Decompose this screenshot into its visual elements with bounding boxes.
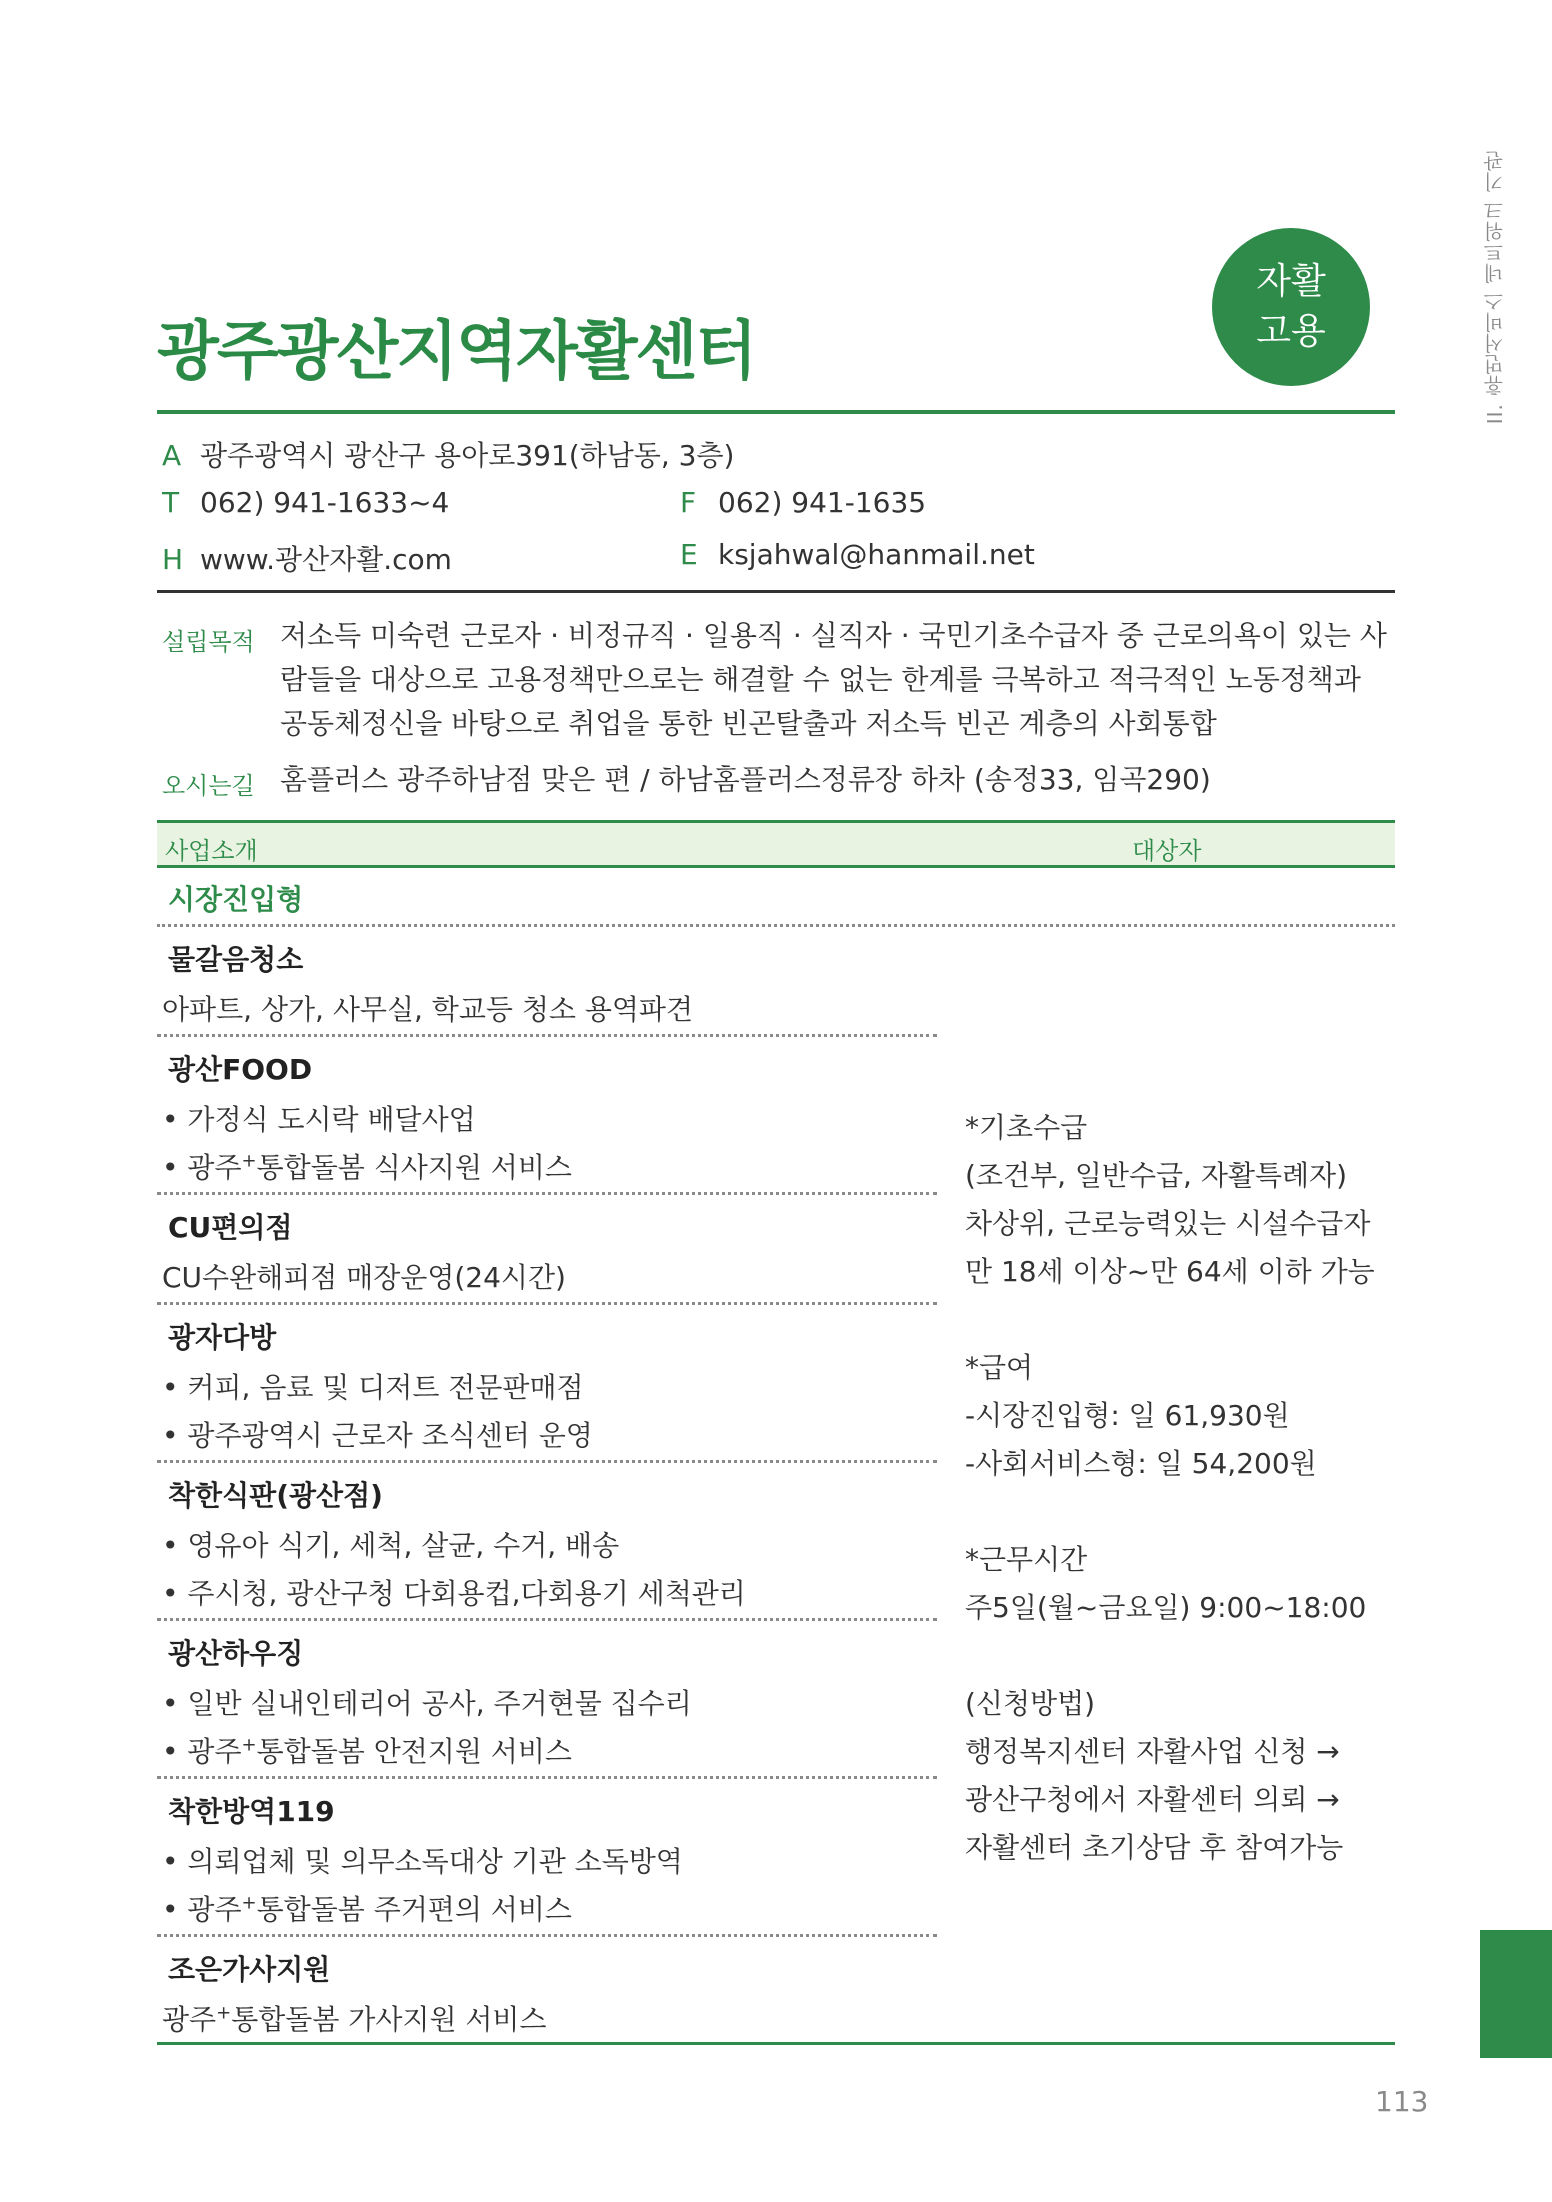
row-divider [157, 1776, 937, 1779]
row-divider [157, 1192, 937, 1195]
target-line: *근무시간 [965, 1543, 1088, 1576]
business-detail: 아파트, 상가, 사무실, 학교등 청소 용역파견 [162, 993, 694, 1026]
business-detail: • 주시청, 광산구청 다회용컵,다회용기 세척관리 [162, 1577, 746, 1610]
chapter-side-label: II. 휴먼서비스 네트워크 기관 [1483, 150, 1507, 425]
target-line: -사회서비스형: 일 54,200원 [965, 1447, 1317, 1480]
target-line: (조건부, 일반수급, 자활특례자) [965, 1159, 1348, 1192]
email-row [680, 538, 1035, 571]
target-line: 광산구청에서 자활센터 의뢰 → [965, 1783, 1340, 1816]
business-name: 광산하우징 [168, 1637, 304, 1670]
business-detail: • 일반 실내인테리어 공사, 주거현물 집수리 [162, 1687, 692, 1720]
row-divider [157, 1302, 937, 1305]
table-bottom-rule [157, 2042, 1395, 2045]
business-detail: • 커피, 음료 및 디저트 전문판매점 [162, 1371, 584, 1404]
business-name: 착한식판(광산점) [168, 1479, 383, 1512]
title-divider [157, 410, 1395, 414]
category-badge [1212, 228, 1370, 386]
email-key: E [680, 538, 698, 571]
address-value: 광주광역시 광산구 용아로391(하남동, 3층) [200, 439, 735, 472]
business-detail: • 광주+통합돌봄 식사지원 서비스 [162, 1150, 572, 1184]
target-line: (신청방법) [965, 1687, 1096, 1720]
badge-line-1: 자활 [1256, 261, 1326, 302]
purpose-text: 저소득 미숙련 근로자 · 비정규직 · 일용직 · 실직자 · 국민기초수급자 중 근로의욕이 있는 사람들을 대상으로 고용정책만으로는 해결할 수 없는 한계를 극복하고 적극적인 노동정책과 공동체정신을 바탕으로 취업을 통한 빈곤탈출과 저소득 빈곤 계층의 사회통합 [280, 619, 1387, 740]
email-value: ksjahwal@hanmail.net [718, 538, 1035, 571]
row-divider [157, 1934, 937, 1937]
business-name: 광자다방 [168, 1321, 277, 1354]
purpose-label: 설립목적 [162, 628, 255, 656]
page-number: 113 [1375, 2085, 1429, 2118]
business-detail: • 광주+통합돌봄 주거편의 서비스 [162, 1892, 572, 1926]
homepage-row [162, 538, 452, 578]
header-business: 사업소개 [165, 837, 258, 865]
page-title: 광주광산지역자활센터 [157, 315, 756, 389]
tel-key: T [162, 486, 180, 519]
business-detail: CU수완해피점 매장운영(24시간) [162, 1261, 566, 1294]
homepage-key: H [162, 543, 184, 576]
chapter-tab-marker [1480, 1930, 1552, 2058]
business-detail: • 광주+통합돌봄 안전지원 서비스 [162, 1734, 572, 1768]
business-detail: 광주+통합돌봄 가사지원 서비스 [162, 2002, 547, 2036]
category-label: 시장진입형 [168, 883, 304, 916]
fax-key: F [680, 486, 697, 519]
business-name: CU편의점 [168, 1211, 293, 1244]
target-line: 자활센터 초기상담 후 참여가능 [965, 1831, 1344, 1864]
row-divider [157, 1618, 937, 1621]
target-line: 주5일(월~금요일) 9:00~18:00 [965, 1591, 1367, 1624]
directions-text: 홈플러스 광주하남점 맞은 편 / 하남홈플러스정류장 하차 (송정33, 임곡290) [280, 763, 1211, 796]
target-line: -시장진입형: 일 61,930원 [965, 1399, 1290, 1432]
category-divider [157, 924, 1395, 927]
business-name: 광산FOOD [168, 1053, 313, 1086]
business-detail: • 의뢰업체 및 의무소독대상 기관 소독방역 [162, 1845, 683, 1878]
badge-line-2: 고용 [1256, 311, 1326, 352]
fax-row [680, 486, 926, 519]
business-detail: • 광주광역시 근로자 조식센터 운영 [162, 1419, 593, 1452]
tel-row [162, 486, 449, 519]
directions-label: 오시는길 [162, 772, 255, 800]
address-row [162, 434, 734, 474]
row-divider [157, 1034, 937, 1037]
target-line: 행정복지센터 자활사업 신청 → [965, 1735, 1340, 1768]
business-name: 착한방역119 [168, 1795, 335, 1828]
business-name: 조은가사지원 [168, 1953, 331, 1986]
business-detail: • 가정식 도시락 배달사업 [162, 1103, 476, 1136]
target-line: 만 18세 이상~만 64세 이하 가능 [965, 1255, 1375, 1288]
homepage-value: www.광산자활.com [200, 543, 452, 576]
business-name: 물갈음청소 [168, 943, 304, 976]
target-line: *기초수급 [965, 1111, 1088, 1144]
contact-divider [157, 590, 1395, 593]
business-detail: • 영유아 식기, 세척, 살균, 수거, 배송 [162, 1529, 620, 1562]
fax-value: 062) 941-1635 [718, 486, 927, 519]
target-line: *급여 [965, 1351, 1034, 1384]
table-header [157, 820, 1395, 868]
address-key: A [162, 439, 182, 472]
row-divider [157, 1460, 937, 1463]
tel-value: 062) 941-1633~4 [200, 486, 450, 519]
target-line: 차상위, 근로능력있는 시설수급자 [965, 1207, 1371, 1240]
header-target: 대상자 [1132, 837, 1202, 865]
